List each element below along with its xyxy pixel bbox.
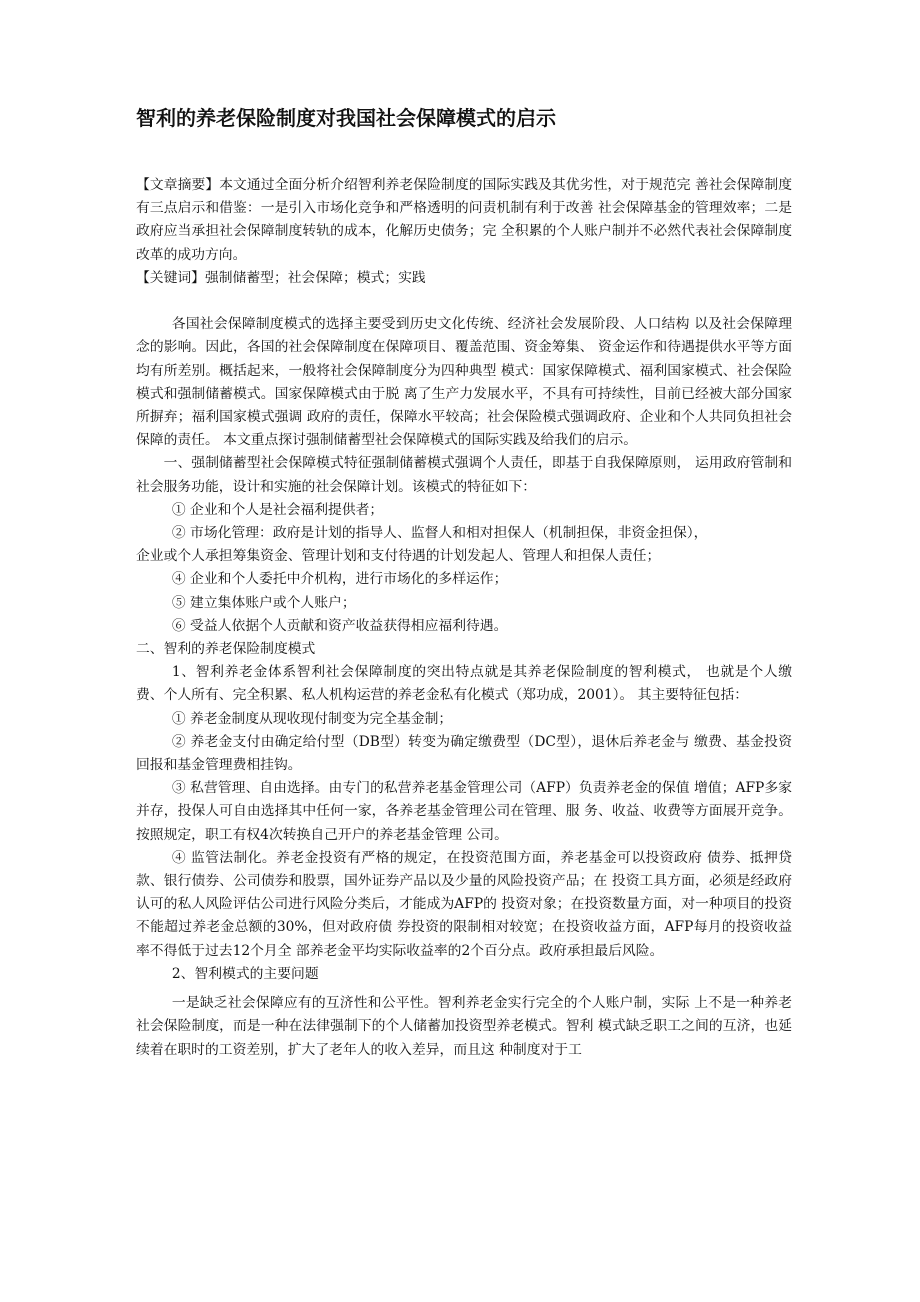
blank-line: [136, 290, 792, 313]
list-item: ⑥ 受益人依据个人贡献和资产收益获得相应福利待遇。: [171, 617, 508, 634]
list-item: ② 市场化管理：政府是计划的指导人、监督人和相对担保人（机制担保，非资金担保），: [171, 525, 708, 542]
intro-paragraph: 各国社会保障制度模式的选择主要受到历史文化传统、经济社会发展阶段、人口结构 以及社会保障理念的影响。因此，各国的社会保障制度在保障项目、覆盖范围、资金筹集、 资金运作和待遇提供水平等方面均有所差别。概括起来，一般将社会保障制度分为四种典型 模式：国家保障模式、福利国家模式、社会保险模式和强制储蓄模式。国家保障模式由于脱 离了生产力发展水平，不具有可持续性，目前已经被大部分国家所摒弃；福利国家模式强调 政府的责任，保障水平较高；社会保险模式强调政府、企业和个人共同负担社会保障的责任。 本文重点探讨强制储蓄型社会保障模式的国际实践及给我们的启示。: [136, 316, 792, 449]
abstract-paragraph: [136, 174, 792, 267]
feature-item: ① 养老金制度从现收现付制变为完全基金制；: [171, 710, 453, 727]
abstract-text: 本文通过全面分析介绍智利养老保险制度的国际实践及其优劣性，对于规范完 善社会保障制度有三点启示和借鉴：一是引入市场化竞争和严格透明的问责机制有利于改善 社会保障基金的管理效率；二是政府应当承担社会保障制度转轨的成本，化解历史债务；完 全积累的个人账户制并不必然代表社会保障制度改革的成功方向。: [136, 177, 792, 263]
list-item-continuation: 企业或个人承担筹集资金、管理计划和支付待遇的计划发起人、管理人和担保人责任；: [136, 548, 661, 565]
keywords-paragraph: [136, 267, 792, 290]
list-item: ⑤ 建立集体账户或个人账户；: [171, 594, 356, 611]
feature-item: ③ 私营管理、自由选择。由专门的私营养老基金管理公司（AFP）负责养老金的保值 增值；AFP多家并存，投保人可自由选择其中任何一家，各养老基金管理公司在管理、服 务、收益、收费等方面展开竞争。按照规定，职工有权4次转换自己开户的养老基金管理 公司。: [136, 780, 792, 843]
feature-item: ④ 监管法制化。养老金投资有严格的规定，在投资范围方面，养老基金可以投资政府 债券、抵押贷款、银行债券、公司债券和股票，国外证券产品以及少量的风险投资产品；在 投资工具方面，必须是经政府认可的私人风险评估公司进行风险分类后，才能成为AFP的 投资对象；在投资数量方面，对一种项目的投资不能超过养老金总额的30%，但对政府债 券投资的限制相对较宽；在投资收益方面，AFP每月的投资收益率不得低于过去12个月全 部养老金平均实际收益率的2个百分点。政府承担最后风险。: [136, 849, 792, 959]
keywords-label: 【关键词】: [136, 269, 205, 286]
keywords-text: 强制储蓄型；社会保障；模式；实践: [204, 269, 426, 286]
feature-item: ② 养老金支付由确定给付型（DB型）转变为确定缴费型（DC型），退休后养老金与 缴费、基金投资回报和基金管理费相挂钩。: [136, 733, 792, 774]
section1-intro: 一、强制储蓄型社会保障模式特征强制储蓄模式强调个人责任，即基于自我保障原则， 运用政府管制和社会服务功能，设计和实施的社会保障计划。该模式的特征如下：: [136, 455, 792, 495]
article-body: [136, 174, 792, 1062]
page-title: 智利的养老保险制度对我国社会保障模式的启示: [136, 106, 556, 130]
subsection-heading: 2、智利模式的主要问题: [171, 965, 319, 982]
list-item: ④ 企业和个人委托中介机构，进行市场化的多样运作；: [171, 571, 508, 588]
section2-paragraph: 1、智利养老金体系智利社会保障制度的突出特点就是其养老保险制度的智利模式， 也就是个人缴费、个人所有、完全积累、私人机构运营的养老金私有化模式（郑功成，2001）。 其主要特征包括：: [136, 664, 792, 704]
abstract-label: 【文章摘要】: [136, 177, 220, 193]
section2-heading: 二、智利的养老保险制度模式: [136, 641, 316, 658]
list-item: ① 企业和个人是社会福利提供者；: [171, 501, 384, 518]
problems-paragraph: 一是缺乏社会保障应有的互济性和公平性。智利养老金实行完全的个人账户制，实际 上不是一种养老社会保险制度，而是一种在法律强制下的个人储蓄加投资型养老模式。智利 模式缺乏职工之间的互济，也延续着在职时的工资差别，扩大了老年人的收入差异，而且这 种制度对于工: [136, 995, 792, 1058]
